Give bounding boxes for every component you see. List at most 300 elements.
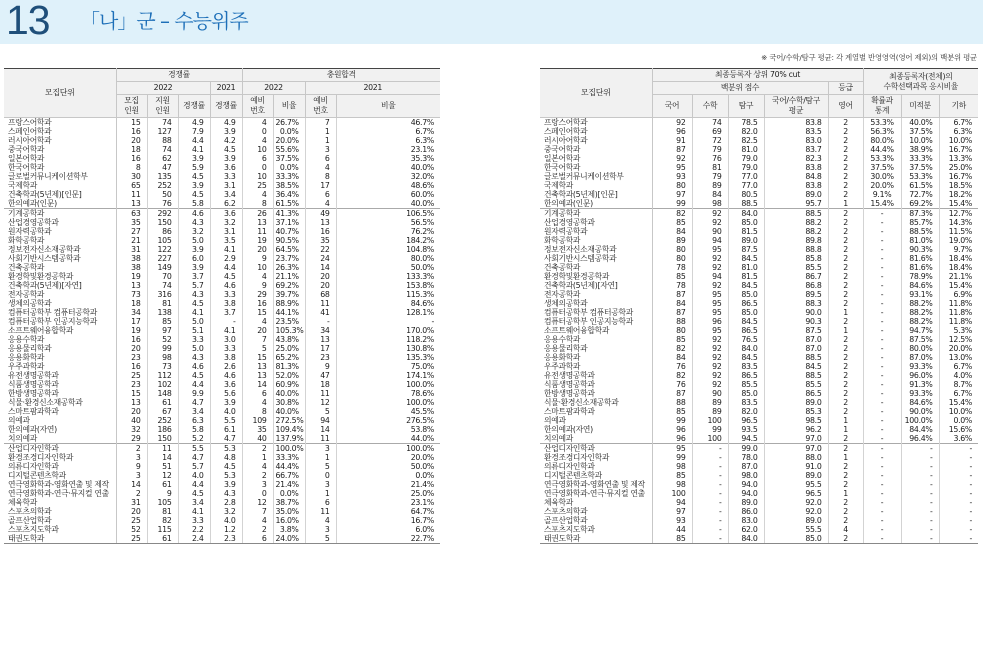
value-cell: 4.2 [210,136,242,145]
competition-table-body [4,118,440,544]
value-cell: 91 [652,136,692,145]
value-cell: 3.9 [178,263,210,272]
unit-name-cell: 골프산업학과 [4,516,116,525]
value-cell: 18.2% [939,190,978,199]
table-row [4,398,440,407]
value-cell: 25.0% [273,344,305,353]
value-cell: 89.8 [764,236,828,245]
table-row [540,227,978,236]
value-cell: 138 [147,308,178,317]
unit-name-cell: 응용화학과 [4,353,116,362]
value-cell: 40.0% [336,163,440,172]
value-cell: 14 [116,480,147,489]
table-row [540,199,978,209]
unit-name-cell: 환경학및환경공학과 [540,272,652,281]
value-cell: 2 [828,290,863,299]
value-cell: 98.0 [728,471,764,480]
value-cell: 31 [116,245,147,254]
value-cell: 6 [242,389,273,398]
value-cell: 2 [828,218,863,227]
score-cut-table [540,68,978,544]
table-row [540,209,978,219]
value-cell: 25 [116,371,147,380]
value-cell: 5.7 [178,281,210,290]
value-cell: 3.1 [210,181,242,190]
value-cell: 32.0% [336,172,440,181]
value-cell: 2 [828,398,863,407]
value-cell: 84.5 [728,353,764,362]
value-cell: 4.4 [210,263,242,272]
value-cell: - [863,245,901,254]
value-cell: 89 [652,236,692,245]
value-cell: 109.4% [273,425,305,434]
value-cell: 6 [305,154,336,163]
value-cell: 2 [828,154,863,163]
value-cell: 37.5% [901,163,939,172]
value-cell: 3.8 [210,299,242,308]
value-cell: 11 [147,444,178,454]
value-cell: 50 [147,190,178,199]
value-cell: 90.3% [901,245,939,254]
value-cell: 84.6% [901,281,939,290]
value-cell: 44.4% [863,145,901,154]
value-cell: 0.0% [273,127,305,136]
value-cell: 135 [147,172,178,181]
value-cell: 43.8% [273,335,305,344]
value-cell: 1 [305,453,336,462]
value-cell: - [863,308,901,317]
table-row [540,434,978,444]
value-cell: 19 [116,326,147,335]
value-cell: - [692,489,728,498]
value-cell: 90.0 [764,308,828,317]
value-cell: 79 [692,172,728,181]
value-cell: 105.3% [273,326,305,335]
value-cell: 40.0% [336,199,440,209]
value-cell: 4.3 [178,353,210,362]
value-cell: 84.6% [901,398,939,407]
value-cell: 5 [242,344,273,353]
value-cell: 55.5 [764,525,828,534]
value-cell: 74 [147,281,178,290]
value-cell: 8 [305,172,336,181]
value-cell: 4.6 [178,209,210,219]
unit-name-cell: 건축공학과 [4,263,116,272]
waitlist-rate-2021-header: 비율 [336,95,440,118]
value-cell: 92.0 [764,498,828,507]
value-cell: - [939,480,978,489]
table-row [540,181,978,190]
value-cell: 64.5% [273,245,305,254]
value-cell: 13 [242,362,273,371]
value-cell: 88.2 [764,227,828,236]
unit-name-cell: 연극영화학과-연극·뮤지컬 연출 [4,489,116,498]
unit-name-cell: 연극영화학과-영화연출 및 제작 [540,480,652,489]
value-cell: 12.7% [939,209,978,219]
value-cell: 15.4% [939,281,978,290]
value-cell: 1 [828,416,863,425]
value-cell: 34 [305,326,336,335]
value-cell: 4.9 [178,118,210,128]
value-cell: 2 [828,181,863,190]
value-cell: 252 [147,181,178,190]
value-cell: 37.5% [273,154,305,163]
value-cell: 2 [828,299,863,308]
unit-name-cell: 스마트팜과학과 [540,407,652,416]
unit-name-cell: 기계공학과 [540,209,652,219]
value-cell: 83.7 [764,145,828,154]
value-cell: 41 [305,308,336,317]
value-cell: 4 [242,462,273,471]
value-cell: 92 [692,281,728,290]
value-cell: 4.4 [178,380,210,389]
value-cell: 4.3 [178,218,210,227]
table-row [4,434,440,444]
value-cell: 2 [828,145,863,154]
value-cell: 78 [652,263,692,272]
value-cell: 3.8 [210,353,242,362]
value-cell: 4 [305,516,336,525]
value-cell: 16 [305,227,336,236]
value-cell: 99 [652,453,692,462]
average-header: 국어/수학/탐구 평균 [764,95,828,118]
value-cell: 20 [305,281,336,290]
value-cell: 5.8 [178,199,210,209]
value-cell: - [863,407,901,416]
unit-name-cell: 컴퓨터공학부 인공지능학과 [4,317,116,326]
value-cell: 89.0 [728,498,764,507]
value-cell: 88.2 [764,218,828,227]
value-cell: 84.0 [728,344,764,353]
value-cell: 19 [116,272,147,281]
value-cell: 20.0% [336,453,440,462]
table-row [4,326,440,335]
value-cell: 88.5 [764,209,828,219]
unit-name-cell: 치의예과 [4,434,116,444]
value-cell: 89 [692,181,728,190]
value-cell: 30 [116,172,147,181]
value-cell: 16 [116,127,147,136]
table-row [4,299,440,308]
value-cell: 2 [828,498,863,507]
value-cell: 1.2 [210,525,242,534]
value-cell: 4.4 [178,136,210,145]
value-cell: 115.3% [336,290,440,299]
unit-name-cell: 기계공학과 [4,209,116,219]
value-cell: 35.3% [336,154,440,163]
unit-name-cell: 건축학과(5년제)[자연] [540,281,652,290]
value-cell: 98.5 [764,416,828,425]
value-cell: 99 [692,425,728,434]
value-cell: 89.5 [764,290,828,299]
value-cell: 1 [828,199,863,209]
value-cell: 99.0 [728,444,764,454]
value-cell: 92 [692,218,728,227]
unit-name-cell: 소프트웨어융합학과 [4,326,116,335]
value-cell: 0.0% [939,416,978,425]
value-cell: 9 [147,489,178,498]
year-2021-header: 2021 [210,82,242,95]
value-cell: 85 [652,272,692,281]
value-cell: 76 [652,380,692,389]
value-cell: 95.5 [764,480,828,489]
value-cell: 16 [116,154,147,163]
unit-name-cell: 체육학과 [540,498,652,507]
table-row [540,471,978,480]
value-cell: - [305,317,336,326]
value-cell: 87 [652,389,692,398]
value-cell: 100.0% [336,444,440,454]
value-cell: 2 [828,380,863,389]
value-cell: 87.0 [728,462,764,471]
value-cell: 80.0% [901,344,939,353]
unit-name-cell: 정보전자신소재공학과 [4,245,116,254]
value-cell: 149 [147,263,178,272]
unit-name-cell: 연극영화학과-연극·뮤지컬 연출 [540,489,652,498]
value-cell: 56.3% [863,127,901,136]
value-cell: 4 [242,398,273,407]
value-cell: 77.0 [728,181,764,190]
value-cell: 90.5% [273,236,305,245]
value-cell: - [692,516,728,525]
value-cell: 148 [147,389,178,398]
value-cell: - [863,218,901,227]
value-cell: 3.6 [210,163,242,172]
value-cell: 87.0 [764,335,828,344]
table-row [4,190,440,199]
value-cell: 94 [692,236,728,245]
unit-name-cell: 의류디자인학과 [4,462,116,471]
value-cell: 90.3 [764,317,828,326]
calculus-header: 미적분 [901,95,939,118]
value-cell: 80 [652,245,692,254]
competition-header: 경쟁률 [116,69,242,82]
value-cell: 272.5% [273,416,305,425]
value-cell: 100.0% [901,416,939,425]
value-cell: 76 [147,199,178,209]
value-cell: 11 [305,507,336,516]
unit-name-cell: 태권도학과 [4,534,116,544]
value-cell: - [863,525,901,534]
unit-name-cell: 체육학과 [4,498,116,507]
value-cell: 94.0 [728,489,764,498]
value-cell: 128.1% [336,308,440,317]
unit-name-cell: 우주과학과 [4,362,116,371]
value-cell: 94 [652,498,692,507]
unit-name-cell: 우주과학과 [540,362,652,371]
table-row [540,498,978,507]
value-cell: 6.3 [178,416,210,425]
table-row [540,118,978,128]
unit-name-cell: 컴퓨터공학부 컴퓨터공학과 [540,308,652,317]
value-cell: 87.3% [901,209,939,219]
value-cell: 186 [147,425,178,434]
table-row [4,335,440,344]
unit-name-cell: 전자공학과 [540,290,652,299]
table-row [4,209,440,219]
value-cell: 96.5 [764,489,828,498]
value-cell: - [692,471,728,480]
value-cell: 86.7 [764,272,828,281]
unit-name-cell: 의예과 [540,416,652,425]
value-cell: 15 [242,308,273,317]
value-cell: 61.5% [901,181,939,190]
value-cell: 19 [242,236,273,245]
table-row [540,218,978,227]
value-cell: 48.6% [336,181,440,190]
value-cell: 97.0 [764,434,828,444]
value-cell: 14 [305,425,336,434]
value-cell: 94.0 [728,480,764,489]
value-cell: 23.5% [273,317,305,326]
value-cell: 96.4% [901,434,939,444]
value-cell: 4.0 [178,471,210,480]
value-cell: 5.3 [210,444,242,454]
value-cell: 88 [652,317,692,326]
cut-header: 최종등록자 상위 70% cut [652,69,863,82]
value-cell: 102 [147,380,178,389]
value-cell: - [863,227,901,236]
value-cell: 76 [652,362,692,371]
value-cell: 26.7% [273,118,305,128]
value-cell: 12 [305,398,336,407]
value-cell: 92 [692,362,728,371]
value-cell: 17 [305,181,336,190]
value-cell: 88.5% [901,227,939,236]
value-cell: 97 [147,326,178,335]
value-cell: 13 [305,335,336,344]
table-row [4,199,440,209]
value-cell: 2 [828,263,863,272]
waitlist-header: 충원합격 [242,69,440,82]
value-cell: 97.0 [764,444,828,454]
unit-name-cell: 유전생명공학과 [4,371,116,380]
value-cell: 86.5 [764,389,828,398]
value-cell: 33.3% [273,172,305,181]
value-cell: 86.5 [728,326,764,335]
value-cell: 3.6% [939,434,978,444]
value-cell: 92 [692,335,728,344]
unit-name-cell: 건축학과(5년제)[자연] [4,281,116,290]
unit-name-cell: 유전생명공학과 [540,371,652,380]
value-cell: 53.8% [336,425,440,434]
value-cell: - [863,380,901,389]
value-cell: 82 [652,209,692,219]
value-cell: 26.3% [273,263,305,272]
value-cell: 25 [116,534,147,544]
value-cell: - [939,462,978,471]
value-cell: - [863,507,901,516]
unit-name-cell: 한방생명공학과 [4,389,116,398]
value-cell: 47 [147,163,178,172]
table-row [4,154,440,163]
unit-name-cell: 연극영화학과-영화연출 및 제작 [4,480,116,489]
unit-name-cell: 한의예과(인문) [540,199,652,209]
value-cell: 18 [116,145,147,154]
value-cell: 64.7% [336,507,440,516]
value-cell: 82 [652,371,692,380]
value-cell: 81 [147,507,178,516]
value-cell: 84.5 [764,362,828,371]
value-cell: 15 [116,118,147,128]
value-cell: 87 [652,145,692,154]
value-cell: 150 [147,218,178,227]
value-cell: 88.5 [764,371,828,380]
value-cell: 4.0% [939,371,978,380]
unit-name-cell: 건축학과(5년제)[인문] [4,190,116,199]
unit-name-cell: 치의예과 [540,434,652,444]
value-cell: 3.1 [210,227,242,236]
table-row [4,498,440,507]
table-row [4,218,440,227]
value-cell: 25.0% [939,163,978,172]
table-row [4,272,440,281]
table-row [4,118,440,128]
value-cell: 15.4% [863,199,901,209]
value-cell: 83.8 [764,118,828,128]
value-cell: 4.5 [210,272,242,281]
value-cell: 2 [828,434,863,444]
table-row [4,136,440,145]
value-cell: 40.0% [273,407,305,416]
table-row [540,453,978,462]
table-row [4,163,440,172]
value-cell: 74 [147,145,178,154]
value-cell: 5 [305,407,336,416]
value-cell: 2 [828,272,863,281]
value-cell: 10 [242,263,273,272]
value-cell: 38 [116,254,147,263]
table-row [4,525,440,534]
unit-name-cell: 환경조경디자인학과 [540,453,652,462]
value-cell: 20.0% [863,181,901,190]
value-cell: 89 [692,407,728,416]
value-cell: 4.1 [210,326,242,335]
value-cell: 0.0% [336,471,440,480]
value-cell: 9.9 [178,389,210,398]
value-cell: 5.8 [178,425,210,434]
value-cell: 89.0 [764,516,828,525]
value-cell: 74 [147,118,178,128]
value-cell: - [901,480,939,489]
unit-name-cell: 글로벌커뮤니케이션학부 [540,172,652,181]
value-cell: - [863,317,901,326]
value-cell: 44.4% [273,462,305,471]
value-cell: 92 [652,118,692,128]
value-cell: 8 [116,163,147,172]
value-cell: 21.1% [939,272,978,281]
value-cell: 18 [305,380,336,389]
value-cell: 12.5% [939,335,978,344]
value-cell: 15.4% [939,199,978,209]
value-cell: 3.3 [210,344,242,353]
value-cell: 5.0 [178,344,210,353]
value-cell: 92 [692,371,728,380]
unit-name-cell: 건축공학과 [540,263,652,272]
value-cell: 35 [242,425,273,434]
percentile-header: 백분위 점수 [652,82,828,95]
value-cell: 84.4% [901,425,939,434]
value-cell: - [863,263,901,272]
value-cell: 89.0 [764,398,828,407]
value-cell: 5.6 [210,389,242,398]
unit-name-cell: 사회기반시스템공학과 [540,254,652,263]
value-cell: 18.4% [939,263,978,272]
value-cell: 83.5 [728,398,764,407]
value-cell: 11 [305,389,336,398]
value-cell: 11 [305,299,336,308]
table-row [540,254,978,263]
